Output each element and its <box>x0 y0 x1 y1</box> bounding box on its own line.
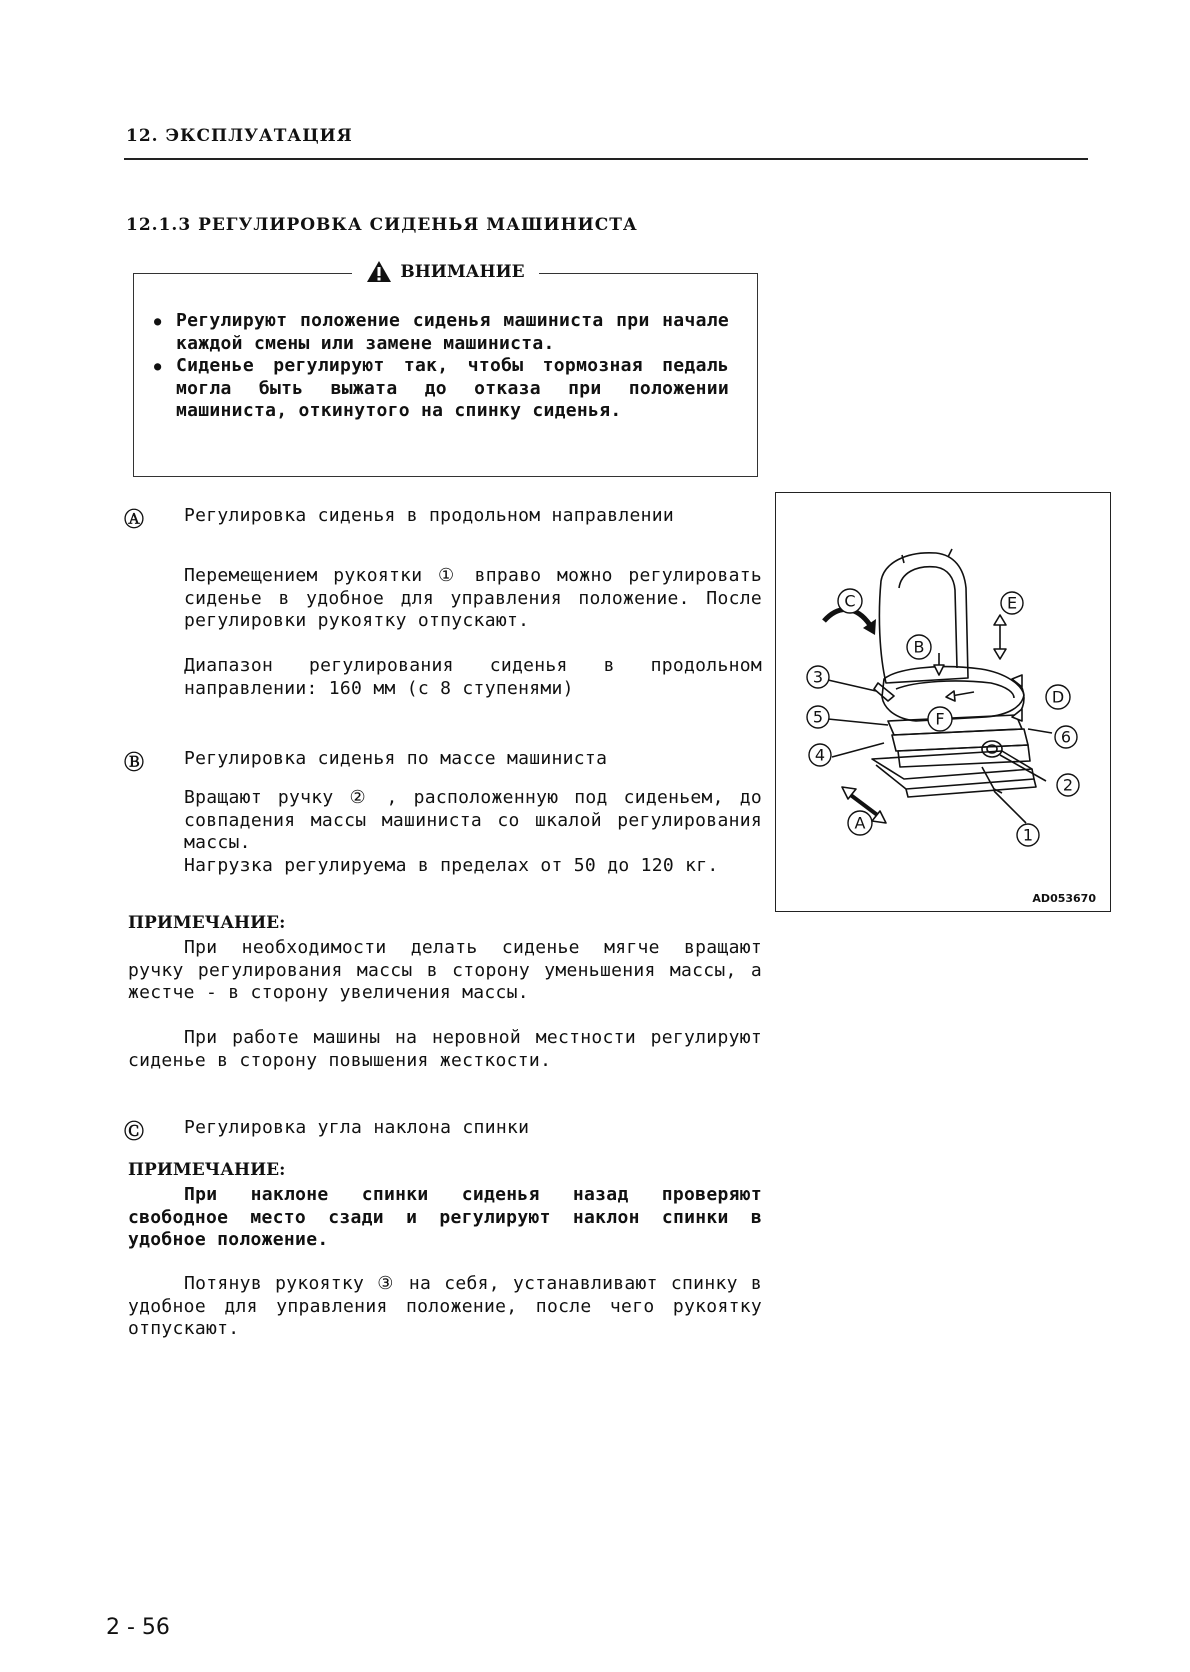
marker-b: Ⓑ <box>124 750 144 774</box>
warning-list <box>154 310 729 423</box>
chapter-header: 12. ЭКСПЛУАТАЦИЯ <box>126 126 353 146</box>
warning-box <box>133 261 758 477</box>
item-a-para1: Перемещением рукоятки ① вправо можно регулировать сиденье в удобное для управления положение. После регулировки рукоятку отпускают. <box>184 565 762 631</box>
page-number: 2 - 56 <box>106 1615 170 1640</box>
note1-para1: При необходимости делать сиденье мягче вращают ручку регулирования массы в сторону уменьшения массы, а жестче - в сторону увеличения массы. <box>128 937 762 1003</box>
warning-title-text: ВНИМАНИЕ <box>400 261 525 282</box>
fig-label-1: 1 <box>1022 825 1034 845</box>
fig-label-2: 2 <box>1062 775 1074 795</box>
marker-c: Ⓒ <box>124 1119 144 1143</box>
fig-label-5: 5 <box>812 707 824 727</box>
figure-id: AD053670 <box>1032 892 1096 905</box>
note2-para1: При наклоне спинки сиденья назад проверяют свободное место сзади и регулируют наклон спинки в удобное положение. <box>128 1184 762 1250</box>
note2-heading: ПРИМЕЧАНИЕ: <box>128 1160 286 1180</box>
note1-heading: ПРИМЕЧАНИЕ: <box>128 913 286 933</box>
item-a-heading: Регулировка сиденья в продольном направлении <box>184 505 675 526</box>
item-a-para2: Диапазон регулирования сиденья в продольном направлении: 160 мм (с 8 ступенями) <box>184 655 762 699</box>
fig-label-c: C <box>844 591 856 611</box>
warning-title <box>134 260 757 287</box>
warning-item: ● Сиденье регулируют так, чтобы тормозная педаль могла быть выжата до отказа при положении машиниста, откинутого на спинку сиденья. <box>154 355 729 423</box>
item-b-para2: Нагрузка регулируема в пределах от 50 до 120 кг. <box>184 855 719 876</box>
fig-label-d: D <box>1051 687 1065 707</box>
seat-figure <box>775 492 1111 912</box>
operator-seat-illustration <box>776 493 1109 893</box>
fig-label-4: 4 <box>814 745 826 765</box>
fig-label-f: F <box>935 709 945 729</box>
fig-label-3: 3 <box>812 667 824 687</box>
fig-label-a: A <box>854 813 866 833</box>
section-title: 12.1.3 РЕГУЛИРОВКА СИДЕНЬЯ МАШИНИСТА <box>126 215 638 235</box>
header-rule <box>124 158 1088 160</box>
marker-a: Ⓐ <box>124 507 144 531</box>
fig-label-e: E <box>1006 593 1018 613</box>
item-c-heading: Регулировка угла наклона спинки <box>184 1117 530 1138</box>
fig-label-b: B <box>913 637 925 657</box>
warning-triangle-icon <box>366 260 392 283</box>
closing-para: Потянув рукоятку ③ на себя, устанавливают спинку в удобное для управления положение, после чего рукоятку отпускают. <box>128 1273 762 1339</box>
fig-label-6: 6 <box>1060 727 1072 747</box>
note1-para2: При работе машины на неровной местности регулируют сиденье в сторону повышения жесткости. <box>128 1027 762 1071</box>
item-b-heading: Регулировка сиденья по массе машиниста <box>184 748 608 769</box>
item-b-para1: Вращают ручку ② , расположенную под сиденьем, до совпадения массы машиниста со шкалой регулирования массы. <box>184 787 762 853</box>
warning-item: ● Регулируют положение сиденья машиниста при начале каждой смены или замене машиниста. <box>154 310 729 355</box>
